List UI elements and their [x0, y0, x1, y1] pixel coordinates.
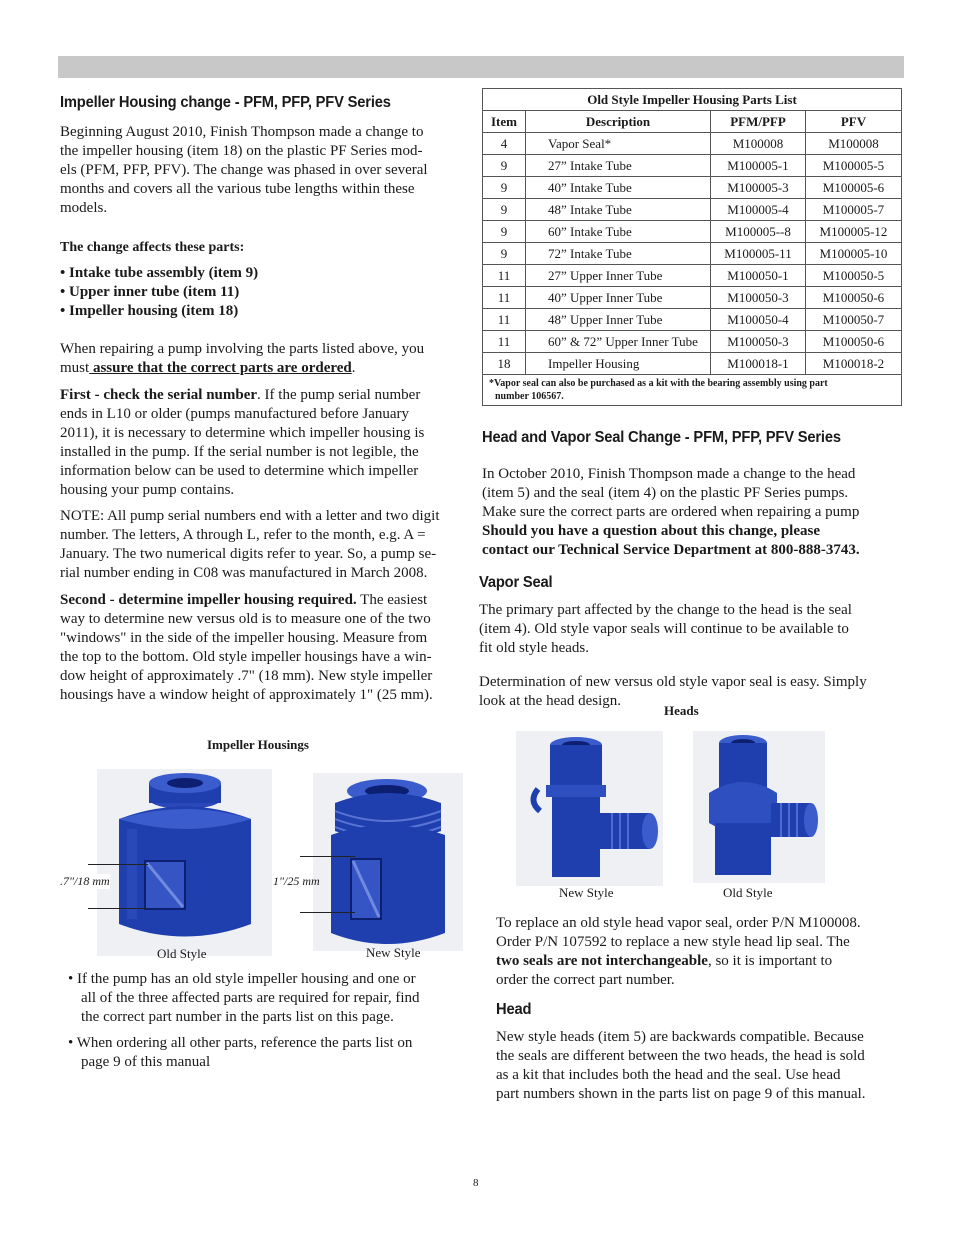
head-line: part numbers shown in the parts list on page 9 of this manual. [496, 1086, 866, 1102]
replace-line: To replace an old style head vapor seal, order P/N M100008. [496, 915, 861, 931]
cell-description: 40” Intake Tube [526, 177, 711, 199]
new-head-drawing [516, 731, 663, 886]
old-head-drawing [693, 731, 825, 883]
list-item: • Intake tube assembly (item 9) [60, 265, 259, 281]
impeller-intro [60, 123, 470, 218]
cell-pfm-pfp: M100005-3 [711, 177, 806, 199]
cell-item: 9 [483, 221, 526, 243]
intro-line: models. [60, 200, 108, 216]
vapor-line: fit old style heads. [479, 640, 589, 656]
cell-pfm-pfp: M100005-1 [711, 155, 806, 177]
cell-pfm-pfp: M100050-3 [711, 331, 806, 353]
old-style-head-image [693, 731, 825, 883]
new-style-label: New Style [366, 945, 421, 960]
bullet-line: all of the three affected parts are required for repair, find [81, 990, 420, 1006]
vapor-paragraph [479, 601, 899, 658]
intro-line: In October 2010, Finish Thompson made a change to the head [482, 466, 856, 482]
new-impeller-housing-drawing [313, 773, 463, 951]
affected-parts-list [60, 264, 258, 321]
second-line-1 [60, 591, 475, 610]
note-line: rial number ending in C08 was manufactured in March 2008. [60, 565, 428, 581]
parts-list-table [482, 88, 902, 406]
second-line: housings have a window height of approximately 1" (25 mm). [60, 687, 433, 703]
head-title: Head [496, 1001, 532, 1018]
col-header-pfm-pfp: PFM/PFP [711, 111, 806, 133]
intro-bold-line: Should you have a question about this change, please [482, 523, 820, 539]
cell-description: 40” Upper Inner Tube [526, 287, 711, 309]
cell-description: 72” Intake Tube [526, 243, 711, 265]
first-line: installed in the pump. If the serial number is not legible, the [60, 444, 419, 460]
first-step-heading: First - check the serial number [60, 387, 258, 403]
note-line: number. The letters, A through L, refer to the month, e.g. A = [60, 527, 426, 543]
cell-description: 27” Intake Tube [526, 155, 711, 177]
cell-item: 11 [483, 265, 526, 287]
new-dim-line-top [300, 856, 355, 857]
second-text: The easiest [356, 592, 428, 608]
first-line: housing your pump contains. [60, 482, 235, 498]
table-row [483, 133, 902, 155]
first-line-1 [60, 386, 475, 405]
table-row [483, 331, 902, 353]
new-dim-line-bottom [300, 912, 355, 913]
table-body [483, 133, 902, 375]
table-header-row [483, 111, 902, 133]
table-row [483, 265, 902, 287]
cell-item: 9 [483, 199, 526, 221]
table-row [483, 199, 902, 221]
table-row [483, 353, 902, 375]
cell-description: Impeller Housing [526, 353, 711, 375]
determination-line: look at the head design. [479, 693, 622, 709]
cell-pfm-pfp: M100050-4 [711, 309, 806, 331]
table-row [483, 221, 902, 243]
replace-line: order the correct part number. [496, 972, 675, 988]
cell-description: 60” Intake Tube [526, 221, 711, 243]
head-line: as a kit that includes both the head and the seal. Use head [496, 1067, 841, 1083]
new-style-impeller-image [313, 773, 463, 951]
col-header-item: Item [483, 111, 526, 133]
old-dim-label: .7"/18 mm [60, 874, 110, 888]
second-line: way to determine new versus old is to measure one of the two [60, 611, 431, 627]
replace-line-3 [496, 952, 906, 971]
bullet-line: page 9 of this manual [81, 1054, 211, 1070]
intro-line: the impeller housing (item 18) on the plastic PF Series mod- [60, 143, 423, 159]
table-row [483, 177, 902, 199]
bullet-other-parts [68, 1034, 468, 1072]
old-impeller-housing-drawing [97, 769, 272, 956]
cell-pfm-pfp: M100018-1 [711, 353, 806, 375]
affects-heading: The change affects these parts: [60, 240, 245, 255]
intro-line: els (PFM, PFP, PFV). The change was phased in over several [60, 162, 428, 178]
first-line: information below can be used to determine which impeller [60, 463, 419, 479]
cell-pfv: M100005-5 [806, 155, 902, 177]
second-line: the top to the bottom. Old style impeller housings have a win- [60, 649, 432, 665]
note-paragraph [60, 507, 475, 583]
cell-pfm-pfp: M100008 [711, 133, 806, 155]
new-dim-label: 1"/25 mm [273, 874, 320, 888]
table-row [483, 287, 902, 309]
note-line: January. The two numerical digits refer to year. So, a pump se- [60, 546, 437, 562]
cell-item: 11 [483, 309, 526, 331]
cell-description: 27” Upper Inner Tube [526, 265, 711, 287]
table-title: Old Style Impeller Housing Parts List [483, 89, 902, 111]
list-item: • Impeller housing (item 18) [60, 303, 239, 319]
head-paragraph [496, 1028, 906, 1104]
old-dim-line-top [88, 864, 148, 865]
new-style-head-image [516, 731, 663, 886]
table-row [483, 243, 902, 265]
cell-pfv: M100005-12 [806, 221, 902, 243]
list-item: • Upper inner tube (item 11) [60, 284, 240, 300]
cell-item: 9 [483, 177, 526, 199]
repair-must: must [60, 360, 90, 376]
replace-text: , so it is important to [707, 953, 833, 969]
cell-pfm-pfp: M100050-3 [711, 287, 806, 309]
second-step-paragraph [60, 591, 475, 705]
col-header-pfv: PFV [806, 111, 902, 133]
repair-paragraph [60, 340, 470, 378]
repair-line: When repairing a pump involving the parts listed above, you [60, 341, 425, 357]
intro-line: Make sure the correct parts are ordered when repairing a pump [482, 504, 860, 520]
second-step-heading: Second - determine impeller housing required. [60, 592, 357, 608]
vapor-line: (item 4). Old style vapor seals will continue to be available to [479, 621, 849, 637]
cell-pfm-pfp: M100005-11 [711, 243, 806, 265]
table-footnote [483, 375, 902, 406]
intro-line: Beginning August 2010, Finish Thompson made a change to [60, 124, 424, 140]
table-row [483, 309, 902, 331]
cell-description: 48” Intake Tube [526, 199, 711, 221]
cell-pfv: M100005-10 [806, 243, 902, 265]
old-style-impeller-image [97, 769, 272, 956]
head-intro [482, 465, 902, 560]
bullet-line: the correct part number in the parts list on this page. [81, 1009, 394, 1025]
vapor-line: The primary part affected by the change to the head is the seal [479, 602, 852, 618]
cell-pfm-pfp: M100005-4 [711, 199, 806, 221]
intro-line: months and covers all the various tube lengths within these [60, 181, 415, 197]
impeller-section-title: Impeller Housing change - PFM, PFP, PFV Series [60, 94, 391, 111]
footnote-line: *Vapor seal can also be purchased as a kit with the bearing assembly using part [489, 378, 828, 389]
bullet-line: • When ordering all other parts, reference the parts list on [68, 1035, 413, 1051]
col-header-description: Description [526, 111, 711, 133]
cell-pfv: M100005-7 [806, 199, 902, 221]
cell-pfm-pfp: M100005--8 [711, 221, 806, 243]
cell-item: 11 [483, 331, 526, 353]
cell-pfv: M100050-5 [806, 265, 902, 287]
table-row [483, 155, 902, 177]
cell-pfv: M100050-6 [806, 287, 902, 309]
old-style-label: Old Style [157, 946, 207, 961]
intro-line: (item 5) and the seal (item 4) on the plastic PF Series pumps. [482, 485, 849, 501]
first-step-paragraph [60, 386, 475, 500]
cell-item: 4 [483, 133, 526, 155]
cell-item: 18 [483, 353, 526, 375]
cell-description: Vapor Seal* [526, 133, 711, 155]
repair-emphasis: assure that the correct parts are ordered [89, 360, 352, 376]
repair-line-2 [60, 359, 470, 378]
cell-pfm-pfp: M100050-1 [711, 265, 806, 287]
first-line: ends in L10 or older (pumps manufactured before January [60, 406, 410, 422]
cell-pfv: M100050-6 [806, 331, 902, 353]
intro-bold-line: contact our Technical Service Department at 800-888-3743. [482, 542, 860, 558]
first-line: 2011), it is necessary to determine which impeller housing is [60, 425, 425, 441]
cell-item: 11 [483, 287, 526, 309]
footnote-line: number 106567. [495, 391, 564, 402]
note-line: NOTE: All pump serial numbers end with a letter and two digit [60, 508, 440, 524]
cell-description: 48” Upper Inner Tube [526, 309, 711, 331]
cell-pfv: M100018-2 [806, 353, 902, 375]
second-line: "windows" in the side of the impeller housing. Measure from [60, 630, 428, 646]
cell-description: 60” & 72” Upper Inner Tube [526, 331, 711, 353]
determination-line: Determination of new versus old style vapor seal is easy. Simply [479, 674, 867, 690]
head-new-style-label: New Style [559, 885, 614, 900]
replace-line: Order P/N 107592 to replace a new style head lip seal. The [496, 934, 850, 950]
table-title-row [483, 89, 902, 111]
head-line: the seals are different between the two heads, the head is sold [496, 1048, 865, 1064]
head-old-style-label: Old Style [723, 885, 773, 900]
bullet-line: • If the pump has an old style impeller housing and one or [68, 971, 416, 987]
not-interchangeable-emphasis: two seals are not interchangeable [496, 953, 708, 969]
heads-caption: Heads [664, 703, 699, 718]
repair-period: . [351, 360, 356, 376]
impeller-figure-caption: Impeller Housings [207, 737, 309, 752]
table-footnote-row [483, 375, 902, 406]
first-text: . If the pump serial number [257, 387, 421, 403]
cell-pfv: M100005-6 [806, 177, 902, 199]
page-number: 8 [473, 1177, 479, 1189]
cell-item: 9 [483, 243, 526, 265]
bullet-old-style [68, 970, 468, 1027]
second-line: dow height of approximately .7" (18 mm). New style impeller [60, 668, 433, 684]
cell-item: 9 [483, 155, 526, 177]
old-dim-line-bottom [88, 908, 148, 909]
replace-paragraph [496, 914, 906, 990]
cell-pfv: M100050-7 [806, 309, 902, 331]
cell-pfv: M100008 [806, 133, 902, 155]
header-bar [58, 56, 904, 78]
vapor-seal-title: Vapor Seal [479, 574, 553, 591]
head-line: New style heads (item 5) are backwards compatible. Because [496, 1029, 864, 1045]
head-vapor-section-title: Head and Vapor Seal Change - PFM, PFP, PFV Series [482, 429, 841, 446]
